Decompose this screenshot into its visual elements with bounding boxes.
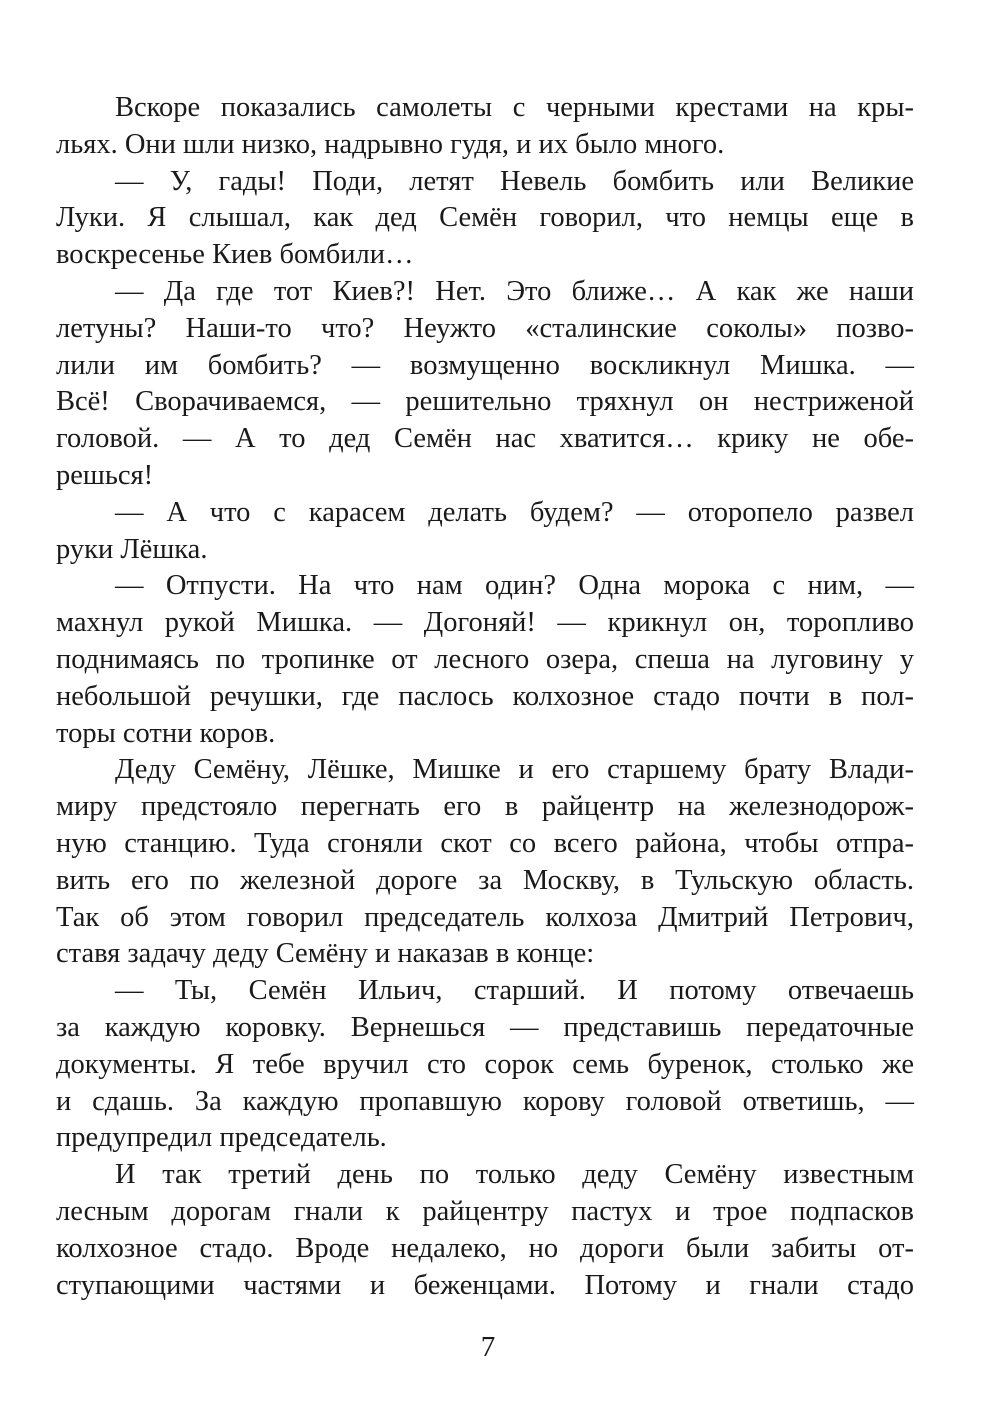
- text-line: Всё! Сворачиваемся, — решительно тряхнул он нестриженой: [56, 386, 914, 418]
- text-line: руки Лёшка.: [56, 533, 208, 565]
- text-line: — Ты, Семён Ильич, старший. И потому отвечаешь: [115, 975, 914, 1007]
- text-line: колхозное стадо. Вроде недалеко, но дороги были забиты от-: [56, 1232, 914, 1264]
- text-line: торы сотни коров.: [56, 717, 276, 749]
- body-text: [56, 90, 914, 1304]
- text-line: предупредил председатель.: [56, 1122, 387, 1154]
- text-line: Вскоре показались самолеты с черными крестами на кры-: [115, 92, 914, 123]
- text-line: документы. Я тебе вручил сто сорок семь буренок, столько же: [56, 1048, 914, 1080]
- text-line: и сдашь. За каждую пропавшую корову головой ответишь, —: [56, 1085, 914, 1117]
- text-line: воскресенье Киев бомбили…: [56, 239, 414, 271]
- text-line: Луки. Я слышал, как дед Семён говорил, что немцы еще в: [56, 202, 914, 234]
- text-line: Деду Семёну, Лёшке, Мишке и его старшему брату Влади-: [115, 754, 914, 786]
- text-line: льях. Они шли низко, надрывно гудя, и их было много.: [56, 128, 725, 160]
- text-line: Так об этом говорил председатель колхоза Дмитрий Петрович,: [56, 901, 914, 933]
- text-line: лили им бомбить? — возмущенно воскликнул Мишка. —: [56, 349, 914, 381]
- text-line: И так третий день по только деду Семёну известным: [115, 1159, 914, 1191]
- text-line: — Да где тот Киев?! Нет. Это ближе… А как же наши: [115, 275, 914, 307]
- text-line: вить его по железной дороге за Москву, в Тульскую область.: [56, 864, 914, 896]
- text-line: ступающими частями и беженцами. Потому и гнали стадо: [56, 1269, 914, 1301]
- text-line: махнул рукой Мишка. — Догоняй! — крикнул он, торопливо: [56, 607, 914, 639]
- text-line: решься!: [56, 459, 154, 491]
- text-line: за каждую коровку. Вернешься — представишь передаточные: [56, 1011, 914, 1043]
- text-line: ставя задачу деду Семёну и наказав в конце:: [56, 938, 595, 970]
- page-number: [0, 1329, 1000, 1365]
- page-number-label: 7: [480, 1331, 496, 1363]
- text-line: головой. — А то дед Семён нас хватится… крику не обе-: [56, 423, 914, 455]
- text-line: — А что с карасем делать будем? — оторопело развел: [115, 496, 914, 528]
- text-line: — Отпусти. На что нам один? Одна морока с ним, —: [115, 570, 914, 602]
- text-line: лесным дорогам гнали к райцентру пастух и трое подпасков: [56, 1195, 914, 1227]
- text-line: небольшой речушки, где паслось колхозное стадо почти в пол-: [56, 680, 914, 712]
- text-line: поднимаясь по тропинке от лесного озера, спеша на луговину у: [56, 643, 914, 675]
- text-line: — У, гады! Поди, летят Невель бомбить или Великие: [115, 165, 914, 197]
- text-line: ную станцию. Туда сгоняли скот со всего района, чтобы отпра-: [56, 827, 914, 859]
- text-line: миру предстояло перегнать его в райцентр на железнодорож-: [56, 791, 914, 823]
- text-line: летуны? Наши-то что? Неужто «сталинские соколы» позво-: [56, 312, 914, 344]
